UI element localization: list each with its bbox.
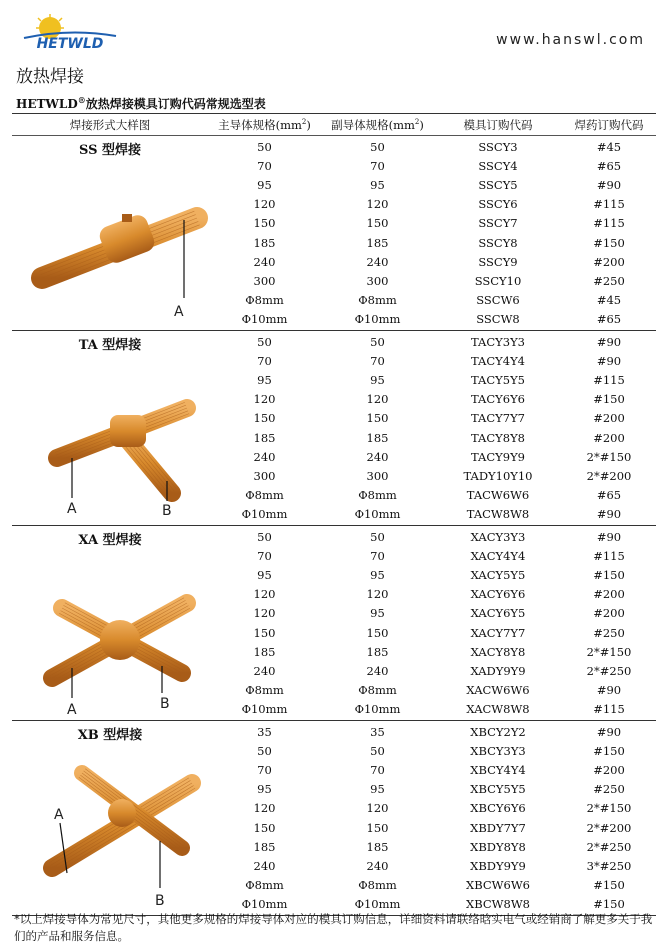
main-conductor-cell: 70 — [257, 548, 272, 563]
main-conductor-cell: 70 — [257, 762, 272, 777]
table-row — [208, 741, 656, 760]
mold-code-cell: XACY6Y5 — [470, 606, 526, 621]
powder-code-cell: #250 — [593, 625, 625, 640]
spec-rows — [208, 331, 656, 525]
mold-code-cell: XBCY3Y3 — [470, 743, 526, 758]
main-conductor-cell: Φ8mm — [245, 293, 284, 308]
mold-code-cell: SSCY5 — [478, 177, 518, 192]
header-sub-conductor: 副导体规格$(mm^2)$ — [331, 117, 424, 132]
sub-conductor-cell: 95 — [370, 567, 385, 582]
main-conductor-cell: 185 — [253, 644, 276, 659]
powder-code-cell: #200 — [593, 587, 625, 602]
main-conductor-cell: 35 — [257, 724, 272, 739]
sub-conductor-cell: 185 — [366, 839, 389, 854]
sub-conductor-cell: Φ8mm — [358, 488, 397, 503]
table-row — [208, 271, 656, 290]
table-row — [208, 175, 656, 194]
sub-conductor-cell: 120 — [366, 392, 389, 407]
sub-conductor-cell: 95 — [370, 606, 385, 621]
table-row — [208, 233, 656, 252]
powder-code-cell: #200 — [593, 430, 625, 445]
powder-code-cell: #90 — [596, 724, 622, 739]
powder-code-cell: 2*#150 — [586, 644, 632, 659]
powder-code-cell: #200 — [593, 606, 625, 621]
main-conductor-cell: 95 — [257, 177, 272, 192]
main-conductor-cell: 300 — [253, 468, 276, 483]
table-row — [208, 466, 656, 485]
website-url: www.hanswl.com — [496, 32, 645, 48]
table-row — [208, 195, 656, 214]
sub-conductor-cell: 240 — [366, 254, 389, 269]
mold-code-cell: XADY9Y9 — [470, 663, 526, 678]
powder-code-cell: #150 — [593, 235, 625, 250]
weld-type-name: XB 型焊接 — [77, 728, 143, 743]
sub-conductor-cell: 240 — [366, 449, 389, 464]
main-conductor-cell: 240 — [253, 858, 276, 873]
mold-code-cell: XBCY6Y6 — [470, 801, 526, 816]
powder-code-cell: #150 — [593, 897, 625, 912]
sub-conductor-cell: 70 — [370, 548, 385, 563]
mold-code-cell: XACY8Y8 — [470, 644, 526, 659]
header-style: 焊接形式大样图 — [69, 117, 151, 132]
table-row — [208, 837, 656, 856]
table-row — [208, 876, 656, 895]
sub-conductor-cell: Φ8mm — [358, 683, 397, 698]
weld-illustration — [12, 721, 208, 915]
sub-conductor-cell: Φ10mm — [354, 702, 401, 717]
weld-illustration — [12, 136, 208, 330]
table-row — [208, 818, 656, 837]
mold-code-cell: XBCY2Y2 — [470, 724, 526, 739]
powder-code-cell: #90 — [596, 353, 622, 368]
table-header — [12, 114, 656, 136]
main-conductor-cell: 185 — [253, 430, 276, 445]
mold-code-cell: SSCY8 — [478, 235, 518, 250]
mold-code-cell: XACW6W6 — [466, 683, 530, 698]
table-row — [208, 332, 656, 351]
sub-conductor-cell: 35 — [370, 724, 385, 739]
table-row — [208, 799, 656, 818]
table-row — [208, 585, 656, 604]
powder-code-cell: #115 — [593, 548, 625, 563]
page-title: 放热焊接 — [16, 67, 84, 87]
table-row — [208, 642, 656, 661]
sub-conductor-cell: 95 — [370, 782, 385, 797]
main-conductor-cell: 150 — [253, 411, 276, 426]
svg-text:A: A — [67, 501, 77, 517]
powder-code-cell: 2*#250 — [586, 839, 632, 854]
main-conductor-cell: 120 — [253, 587, 276, 602]
spec-rows — [208, 721, 656, 915]
sub-conductor-cell: 150 — [366, 216, 389, 231]
weld-group — [12, 331, 656, 526]
powder-code-cell: #200 — [593, 411, 625, 426]
table-row — [208, 291, 656, 310]
powder-code-cell: 2*#200 — [586, 820, 632, 835]
mold-code-cell: XACY3Y3 — [470, 529, 526, 544]
mold-code-cell: XACY6Y6 — [470, 587, 526, 602]
mold-code-cell: XBDY8Y8 — [470, 839, 526, 854]
mold-code-cell: XACY4Y4 — [470, 548, 526, 563]
main-conductor-cell: Φ10mm — [241, 312, 288, 327]
sub-conductor-cell: 50 — [370, 139, 385, 154]
svg-text:B: B — [155, 893, 165, 909]
footnote: *以上焊接导体为常见尺寸，其他更多规格的焊接导体对应的模具订购信息，详细资料请联络晗实电气或经销商了解更多关于我们的产品和服务信息。 — [14, 912, 653, 943]
weld-illustration — [12, 331, 208, 525]
main-conductor-cell: 150 — [253, 216, 276, 231]
main-conductor-cell: 50 — [257, 334, 272, 349]
powder-code-cell: #150 — [593, 392, 625, 407]
main-conductor-cell: 120 — [253, 392, 276, 407]
main-conductor-cell: 95 — [257, 372, 272, 387]
svg-text:HETWLD: HETWLD — [36, 36, 104, 52]
table-row — [208, 252, 656, 271]
table-row — [208, 137, 656, 156]
main-conductor-cell: Φ8mm — [245, 488, 284, 503]
svg-text:A: A — [54, 807, 64, 823]
header-mold-code: 模具订购代码 — [463, 117, 533, 132]
powder-code-cell: 2*#150 — [586, 801, 632, 816]
powder-code-cell: #250 — [593, 273, 625, 288]
main-conductor-cell: 300 — [253, 273, 276, 288]
mold-code-cell: SSCY9 — [478, 254, 518, 269]
powder-code-cell: #45 — [596, 293, 622, 308]
sub-conductor-cell: 120 — [366, 587, 389, 602]
svg-text:B: B — [160, 696, 170, 712]
mold-code-cell: TACW8W8 — [466, 507, 530, 522]
sub-conductor-cell: 95 — [370, 372, 385, 387]
sub-conductor-cell: 150 — [366, 411, 389, 426]
sub-conductor-cell: 300 — [366, 468, 389, 483]
sub-conductor-cell: 240 — [366, 858, 389, 873]
sub-conductor-cell: 70 — [370, 762, 385, 777]
sub-conductor-cell: 70 — [370, 353, 385, 368]
main-conductor-cell: Φ8mm — [245, 683, 284, 698]
mold-code-cell: SSCY3 — [478, 139, 518, 154]
main-conductor-cell: 70 — [257, 353, 272, 368]
sub-conductor-cell: Φ8mm — [358, 293, 397, 308]
main-conductor-cell: 50 — [257, 529, 272, 544]
main-conductor-cell: Φ8mm — [245, 878, 284, 893]
mold-code-cell: TACY4Y4 — [471, 353, 525, 368]
table-row — [208, 700, 656, 719]
main-conductor-cell: 240 — [253, 254, 276, 269]
weld-type-name: SS 型焊接 — [78, 143, 142, 158]
sub-conductor-cell: 120 — [366, 801, 389, 816]
table-row — [208, 156, 656, 175]
sub-conductor-cell: 50 — [370, 743, 385, 758]
sub-conductor-cell: 50 — [370, 529, 385, 544]
main-conductor-cell: 150 — [253, 625, 276, 640]
table-row — [208, 486, 656, 505]
header-powder-code: 焊药订购代码 — [574, 117, 644, 132]
main-conductor-cell: 150 — [253, 820, 276, 835]
powder-code-cell: #45 — [596, 139, 622, 154]
mold-code-cell: XBDY9Y9 — [470, 858, 526, 873]
powder-code-cell: #150 — [593, 878, 625, 893]
mold-code-cell: SSCY6 — [478, 197, 518, 212]
main-conductor-cell: 70 — [257, 158, 272, 173]
powder-code-cell: #115 — [593, 197, 625, 212]
weld-group — [12, 526, 656, 721]
spec-rows — [208, 526, 656, 720]
table-row — [208, 760, 656, 779]
main-conductor-cell: 185 — [253, 839, 276, 854]
sub-conductor-cell: 150 — [366, 625, 389, 640]
sub-conductor-cell: 185 — [366, 430, 389, 445]
table-row — [208, 447, 656, 466]
sub-conductor-cell: Φ10mm — [354, 312, 401, 327]
powder-code-cell: #90 — [596, 177, 622, 192]
table-row — [208, 856, 656, 875]
powder-code-cell: 2*#200 — [586, 468, 632, 483]
mold-code-cell: SSCW8 — [476, 312, 520, 327]
svg-text:B: B — [162, 503, 172, 519]
table-row — [208, 661, 656, 680]
powder-code-cell: #65 — [596, 312, 622, 327]
mold-code-cell: XBCW6W6 — [466, 878, 530, 893]
main-conductor-cell: 120 — [253, 197, 276, 212]
main-conductor-cell: Φ10mm — [241, 897, 288, 912]
powder-code-cell: #115 — [593, 372, 625, 387]
table-row — [208, 390, 656, 409]
table-row — [208, 565, 656, 584]
table-row — [208, 214, 656, 233]
table-row — [208, 428, 656, 447]
weld-group — [12, 721, 656, 915]
mold-code-cell: TACY7Y7 — [471, 411, 525, 426]
powder-code-cell: #200 — [593, 762, 625, 777]
powder-code-cell: #65 — [596, 158, 622, 173]
sub-conductor-cell: Φ10mm — [354, 897, 401, 912]
mold-code-cell: XBCW8W8 — [466, 897, 530, 912]
main-conductor-cell: 240 — [253, 663, 276, 678]
sub-conductor-cell: 300 — [366, 273, 389, 288]
sub-conductor-cell: Φ10mm — [354, 507, 401, 522]
mold-code-cell: XBCY4Y4 — [470, 762, 526, 777]
table-row — [208, 780, 656, 799]
mold-code-cell: XACW8W8 — [466, 702, 530, 717]
main-conductor-cell: 50 — [257, 743, 272, 758]
powder-code-cell: #150 — [593, 743, 625, 758]
powder-code-cell: #115 — [593, 216, 625, 231]
main-conductor-cell: 50 — [257, 139, 272, 154]
main-conductor-cell: Φ10mm — [241, 702, 288, 717]
powder-code-cell: #250 — [593, 782, 625, 797]
sub-conductor-cell: Φ8mm — [358, 878, 397, 893]
mold-code-cell: SSCY4 — [478, 158, 518, 173]
main-conductor-cell: 95 — [257, 782, 272, 797]
main-conductor-cell: 120 — [253, 801, 276, 816]
sub-conductor-cell: 150 — [366, 820, 389, 835]
mold-code-cell: SSCY10 — [474, 273, 522, 288]
mold-code-cell: SSCW6 — [476, 293, 520, 308]
weld-type-name: TA 型焊接 — [78, 338, 142, 353]
main-conductor-cell: 185 — [253, 235, 276, 250]
powder-code-cell: 2*#250 — [586, 663, 632, 678]
weld-group — [12, 136, 656, 331]
powder-code-cell: #90 — [596, 507, 622, 522]
powder-code-cell: #90 — [596, 334, 622, 349]
powder-code-cell: #200 — [593, 254, 625, 269]
table-row — [208, 546, 656, 565]
table-row — [208, 310, 656, 329]
table-row — [208, 527, 656, 546]
mold-code-cell: TADY10Y10 — [463, 468, 533, 483]
sub-conductor-cell: 70 — [370, 158, 385, 173]
mold-code-cell: XACY7Y7 — [470, 625, 526, 640]
table-row — [208, 681, 656, 700]
sub-conductor-cell: 185 — [366, 644, 389, 659]
powder-code-cell: #90 — [596, 529, 622, 544]
mold-code-cell: XBDY7Y7 — [470, 820, 526, 835]
powder-code-cell: #150 — [593, 567, 625, 582]
sub-conductor-cell: 50 — [370, 334, 385, 349]
table-row — [208, 604, 656, 623]
weld-type-name: XA 型焊接 — [78, 533, 142, 548]
sub-conductor-cell: 240 — [366, 663, 389, 678]
svg-text:A: A — [67, 702, 77, 718]
main-conductor-cell: 120 — [253, 606, 276, 621]
sub-conductor-cell: 95 — [370, 177, 385, 192]
sub-conductor-cell: 185 — [366, 235, 389, 250]
powder-code-cell: #90 — [596, 683, 622, 698]
mold-code-cell: XACY5Y5 — [470, 567, 526, 582]
mold-code-cell: TACY3Y3 — [471, 334, 525, 349]
mold-code-cell: XBCY5Y5 — [470, 782, 526, 797]
mold-code-cell: TACY9Y9 — [471, 449, 525, 464]
selection-table — [12, 113, 656, 916]
table-title: HETWLD®放热焊接模具订购代码常规选型表 — [16, 95, 266, 111]
powder-code-cell: 3*#250 — [586, 858, 632, 873]
main-conductor-cell: 240 — [253, 449, 276, 464]
table-row — [208, 409, 656, 428]
spec-rows — [208, 136, 656, 330]
mold-code-cell: TACY6Y6 — [471, 392, 525, 407]
hetwld-logo — [20, 14, 120, 52]
powder-code-cell: #65 — [596, 488, 622, 503]
weld-illustration — [12, 526, 208, 720]
main-conductor-cell: 95 — [257, 567, 272, 582]
mold-code-cell: TACY8Y8 — [471, 430, 525, 445]
mold-code-cell: SSCY7 — [478, 216, 518, 231]
table-row — [208, 623, 656, 642]
powder-code-cell: 2*#150 — [586, 449, 632, 464]
main-conductor-cell: Φ10mm — [241, 507, 288, 522]
sub-conductor-cell: 120 — [366, 197, 389, 212]
powder-code-cell: #115 — [593, 702, 625, 717]
mold-code-cell: TACW6W6 — [466, 488, 530, 503]
table-row — [208, 351, 656, 370]
mold-code-cell: TACY5Y5 — [471, 372, 525, 387]
table-row — [208, 505, 656, 524]
table-row — [208, 370, 656, 389]
table-row — [208, 722, 656, 741]
header-main-conductor: 主导体规格$(mm^2)$ — [218, 117, 311, 132]
svg-text:A: A — [174, 304, 184, 320]
